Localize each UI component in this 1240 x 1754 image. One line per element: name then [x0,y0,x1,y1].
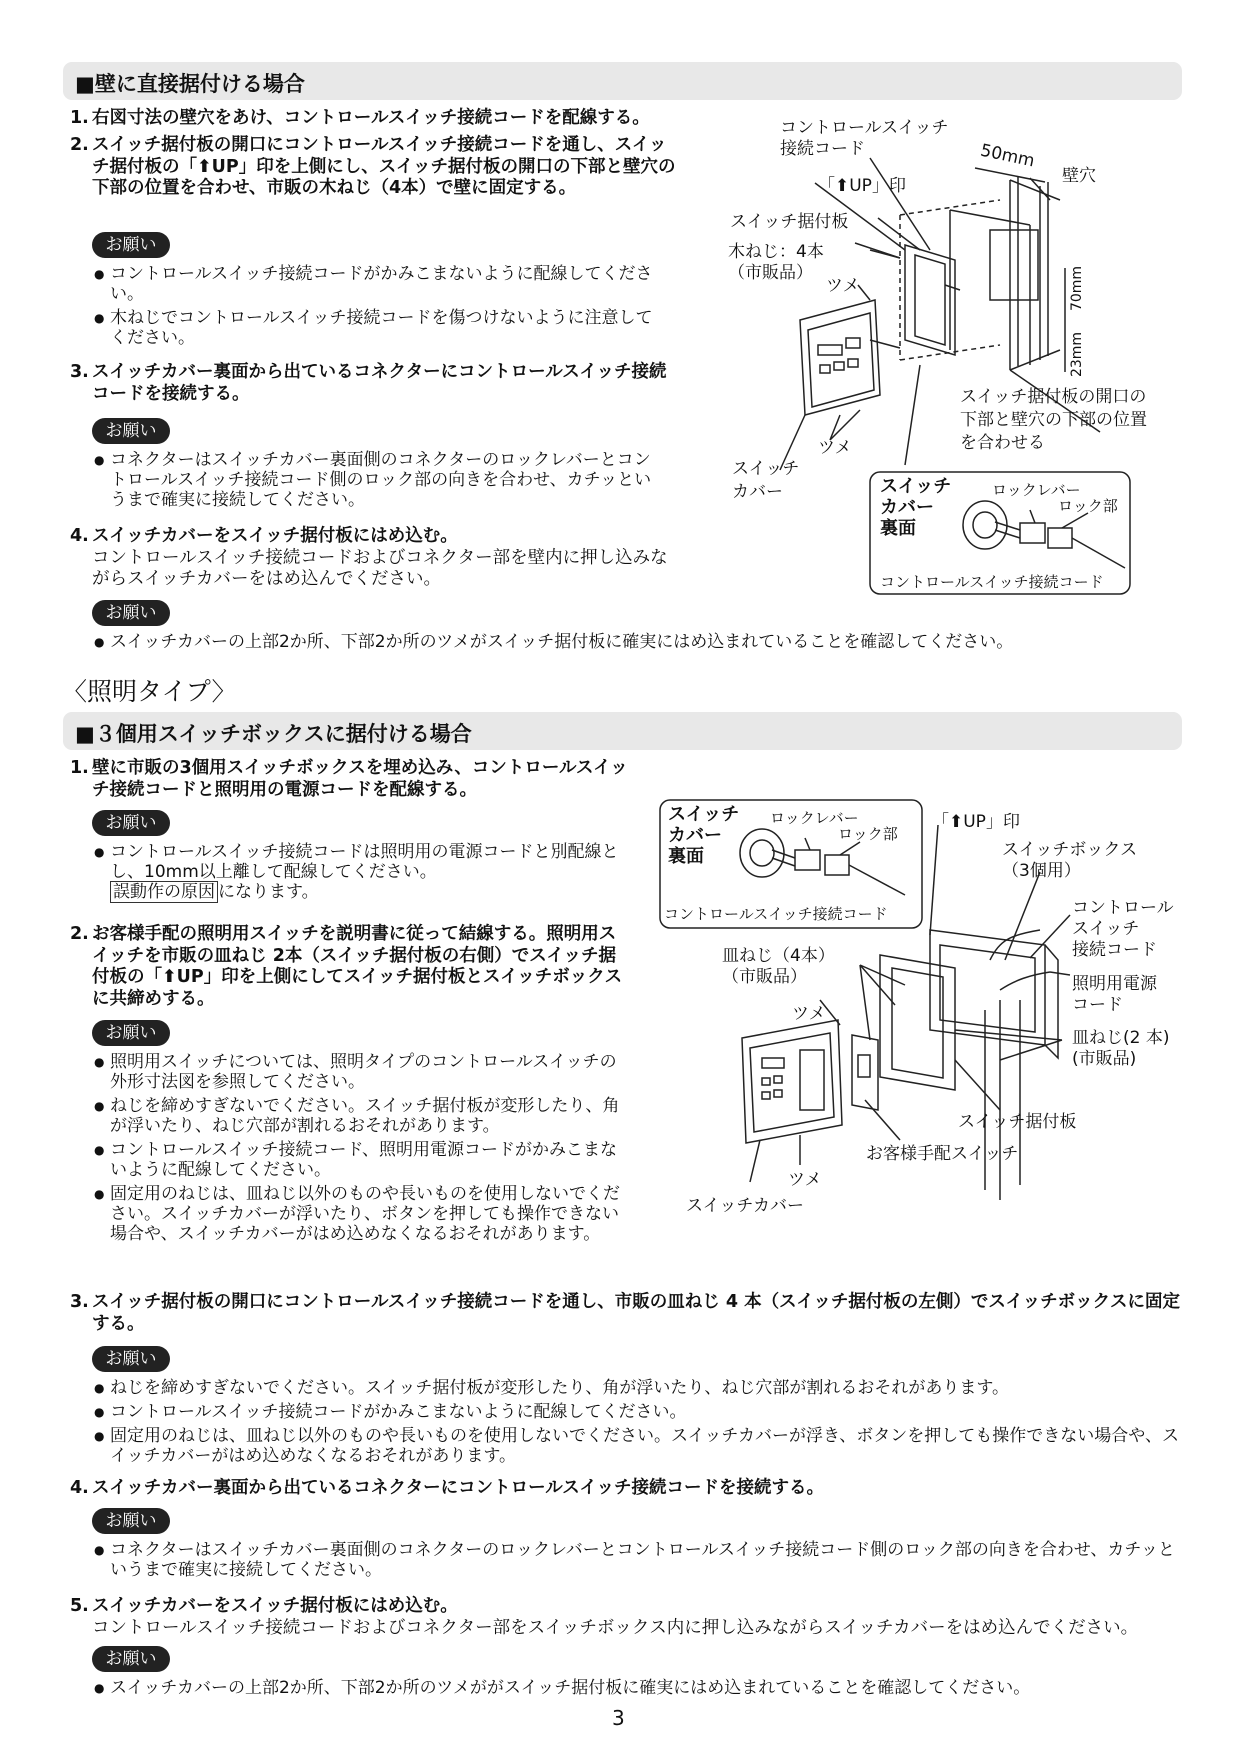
page-number: 3 [612,1706,625,1730]
onegai-badge: お願い [92,418,170,444]
label-cord: コントロール スイッチ 接続コード [1072,898,1174,960]
note-item: ● 固定用のねじは、皿ねじ以外のものや長いものを使用しないでください。スイッチカバーが浮き、ボタンを押しても操作できない場合や、スイッチカバーがはめ込めなくなるおそれがあります。 [94,1426,1184,1466]
onegai-badge: お願い [92,810,170,836]
label-up-mark: 「⬆UP」印 [932,812,1020,832]
note-item: ● コントロールスイッチ接続コードは照明用の電源コードと別配線とし、10mm以上離して配線してください。 誤動作の原因 になります。 [94,842,624,902]
note-item: ● コントロールスイッチ接続コード、照明用電源コードがかみこまないように配線してください。 [94,1140,626,1180]
section-header-box [63,712,1182,750]
label-up-mark: 「⬆UP」印 [818,176,906,196]
label-wall-hole: 壁穴 [1062,166,1096,186]
onegai-badge: お願い [92,1346,170,1372]
onegai-badge: お願い [92,1508,170,1534]
onegai-badge: お願い [92,1646,170,1672]
label-plate: スイッチ据付板 [730,212,849,232]
label-tsume: ツメ [788,1170,822,1190]
label-cord-inset: コントロールスイッチ接続コード [880,573,1104,591]
onegai-badge: お願い [92,600,170,626]
step-3: 3. スイッチ据付板の開口にコントロールスイッチ接続コードを通し、市販の皿ねじ 4 本（スイッチ据付板の左側）でスイッチボックスに固定する。 [70,1292,1181,1334]
label-lock-part: ロック部 [838,825,898,843]
label-cover: スイッチ カバー [732,459,800,502]
note-item: ● コントロールスイッチ接続コードがかみこまないように配線してください。 [94,1402,1184,1422]
onegai-badge: お願い [92,232,170,258]
step-2: 2. お客様手配の照明用スイッチを説明書に従って結線する。照明用スイッチを市販の皿ねじ 2本（スイッチ据付板の右側）でスイッチ据付板の「⬆UP」印を上側にしてスイッチ据付板とスイッチボックスに共締めする。 [70,924,623,1009]
label-dim-70: 70mm [1069,265,1086,312]
warning-box: 誤動作の原因 [110,881,218,903]
step-4: 4. スイッチカバー裏面から出ているコネクターにコントロールスイッチ接続コードを接続する。 [70,1478,825,1498]
section-title-wall: ■壁に直接据付ける場合 [75,72,305,96]
label-dim-23: 23mm [1069,331,1086,378]
section-title-box: ■３個用スイッチボックスに据付ける場合 [75,722,472,746]
label-tsume: ツメ [826,276,860,296]
label-tsume: ツメ [818,438,852,458]
note-item: ● ねじを締めすぎないでください。スイッチ据付板が変形したり、角が浮いたり、ねじ穴部が割れるおそれがあります。 [94,1378,1184,1398]
notes-list [94,632,1184,656]
note-item: ● 照明用スイッチについては、照明タイプのコントロールスイッチの外形寸法図を参照してください。 [94,1052,626,1092]
notes-list [94,450,666,514]
label-cover: スイッチカバー [686,1196,804,1216]
label-screws: 木ねじ：4本 （市販品） [728,242,824,283]
section-header-wall [63,62,1182,100]
notes-list [94,842,624,906]
step-3: 3. スイッチカバー裏面から出ているコネクターにコントロールスイッチ接続コードを接続する。 [70,362,667,404]
note-item: ● ねじを締めすぎないでください。スイッチ据付板が変形したり、角が浮いたり、ねじ穴部が割れるおそれがあります。 [94,1096,626,1136]
note-item: ● 固定用のねじは、皿ねじ以外のものや長いものを使用しないでください。スイッチカバーが浮いたり、ボタンを押しても操作できない場合や、スイッチカバーがはめ込めなくなるおそれがあります。 [94,1184,626,1244]
note-item: ● スイッチカバーの上部2か所、下部2か所のツメががスイッチ据付板に確実にはめ込まれていることを確認してください。 [94,1678,1184,1698]
step-5: 5. スイッチカバーをスイッチ据付板にはめ込む。 コントロールスイッチ接続コードおよびコネクター部をスイッチボックス内に押し込みながらスイッチカバーをはめ込んでください。 [70,1596,1139,1638]
label-cover-back: スイッチ カバー 裏面 [668,804,740,867]
label-lock-lever: ロックレバー [992,481,1081,499]
label-user-switch: お客様手配スイッチ [866,1144,1019,1164]
note-item: ● スイッチカバーの上部2か所、下部2か所のツメがスイッチ据付板に確実にはめ込まれていることを確認してください。 [94,632,1184,652]
step-1: 1. 壁に市販の3個用スイッチボックスを埋め込み、コントロールスイッチ接続コードと照明用の電源コードを配線する。 [70,758,628,800]
label-cord-inset: コントロールスイッチ接続コード [664,905,888,923]
notes-list [94,1678,1184,1702]
notes-list [94,1540,1184,1584]
label-lock-lever: ロックレバー [770,809,859,827]
label-cover-back: スイッチ カバー 裏面 [880,476,952,539]
label-dim-50: 50mm [978,140,1037,172]
label-tsume: ツメ [792,1004,826,1024]
note-item: ● 木ねじでコントロールスイッチ接続コードを傷つけないように注意してください。 [94,308,666,348]
onegai-badge: お願い [92,1020,170,1046]
label-align-note: スイッチ据付板の開口の 下部と壁穴の下部の位置 を合わせる [960,387,1147,453]
step-1: 1. 右図寸法の壁穴をあけ、コントロールスイッチ接続コードを配線する。 [70,108,650,128]
label-switch-box: スイッチボックス （3個用） [1002,840,1138,881]
notes-list [94,1052,626,1248]
label-plate: スイッチ据付板 [958,1112,1077,1132]
label-cord: コントロールスイッチ 接続コード [780,118,949,159]
label-lock-part: ロック部 [1058,497,1118,515]
note-item: ● コントロールスイッチ接続コードがかみこまないように配線してください。 [94,264,666,304]
label-screws-4: 皿ねじ（4本） （市販品） [722,946,835,987]
notes-list [94,264,666,352]
section-title-lighting: 〈照明タイプ〉 [62,677,237,706]
label-screws-2: 皿ねじ(2 本) (市販品) [1072,1028,1170,1069]
note-item: ● コネクターはスイッチカバー裏面側のコネクターのロックレバーとコントロールスイッチ接続コード側のロック部の向きを合わせ、カチッというまで確実に接続してください。 [94,1540,1184,1580]
notes-list [94,1378,1184,1470]
label-power-cord: 照明用電源 コード [1072,974,1157,1015]
step-2: 2. スイッチ据付板の開口にコントロールスイッチ接続コードを通し、スイッチ据付板の「⬆UP」印を上側にし、スイッチ据付板の開口の下部と壁穴の下部の位置を合わせ、市販の木ねじ（4本）で壁に固定する。 [70,135,676,198]
step-4: 4. スイッチカバーをスイッチ据付板にはめ込む。 コントロールスイッチ接続コードおよびコネクター部を壁内に押し込みながらスイッチカバーをはめ込んでください。 [70,526,668,589]
note-item: ● コネクターはスイッチカバー裏面側のコネクターのロックレバーとコントロールスイッチ接続コード側のロック部の向きを合わせ、カチッというまで確実に接続してください。 [94,450,666,510]
